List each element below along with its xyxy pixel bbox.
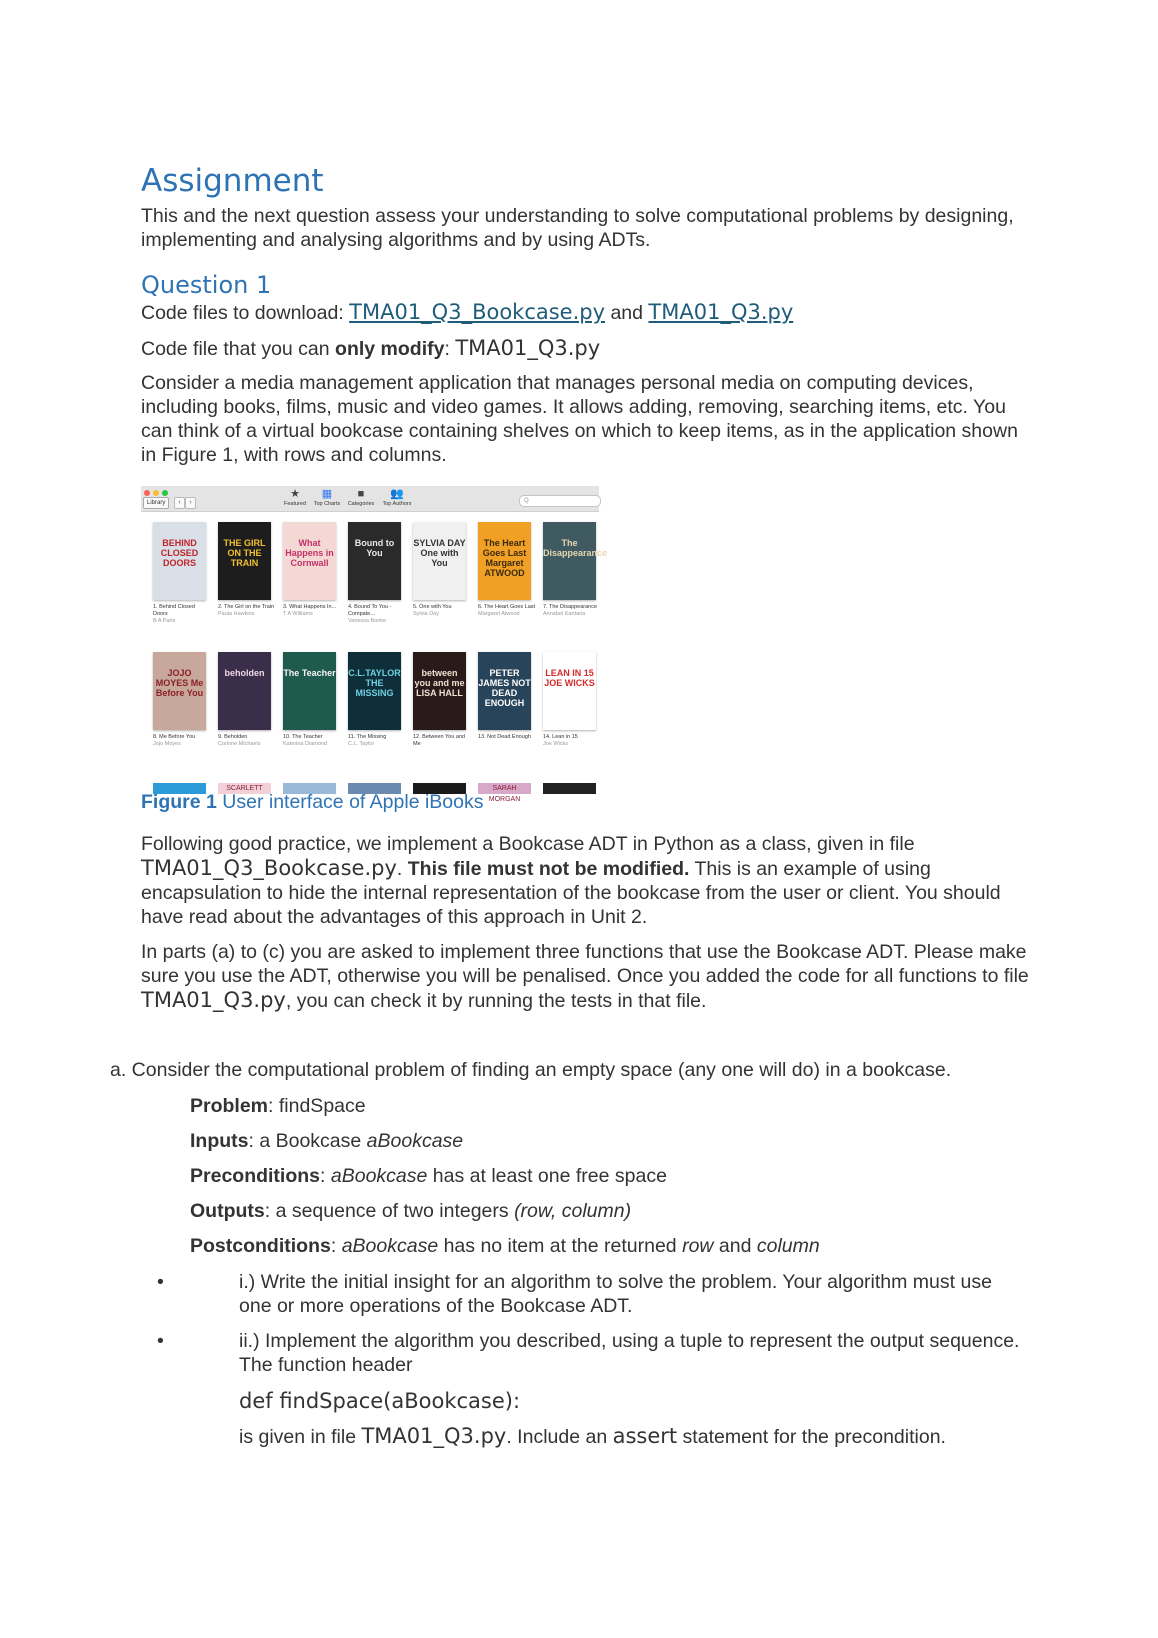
book-caption xyxy=(218,734,276,748)
given-c: statement for the precondition. xyxy=(677,1426,946,1448)
bullet-icon: • xyxy=(157,1330,164,1352)
star-icon: ★ xyxy=(290,488,300,500)
book-author: Annabel Kantaria xyxy=(543,611,586,617)
book-cover-title: JOJO MOYES Me Before You xyxy=(155,668,204,698)
post-text-a: has no item at the returned xyxy=(438,1235,683,1257)
book-cover xyxy=(478,652,531,730)
book-caption xyxy=(153,734,211,748)
post-var3: column xyxy=(756,1235,820,1257)
post-label: Postconditions xyxy=(190,1235,331,1257)
library-button: Library xyxy=(143,497,169,509)
book-author: B A Paris xyxy=(153,618,176,624)
book-title: 10. The Teacher xyxy=(283,734,323,740)
book-caption xyxy=(218,604,276,618)
bookcase-adt-paragraph xyxy=(141,832,1031,929)
book-cover-title: BEHIND CLOSED DOORS xyxy=(160,538,199,568)
book-cover-title: THE GIRL ON THE TRAIN xyxy=(223,538,266,568)
book-title: 2. The Girl on the Train xyxy=(218,604,275,610)
book-title: 11. The Missing xyxy=(348,734,387,740)
para2-a: Following good practice, we implement a Bookcase ADT in Python as a class, given in file xyxy=(141,833,915,855)
book-cover xyxy=(348,522,401,600)
page-title: Assignment xyxy=(141,163,324,199)
book-title: 13. Not Dead Enough xyxy=(478,734,531,740)
book-cover xyxy=(218,652,271,730)
out-text: : a sequence of two integers xyxy=(264,1200,515,1222)
back-arrow-icon: ‹ xyxy=(174,497,185,509)
book-cover xyxy=(218,522,271,600)
para2-c: This is an example of using encapsulation to hide the internal representation of the bookcase from the user or client. You should have read about the advantages of this approach in Unit 2. xyxy=(141,858,1001,928)
book-cover-title: The Heart Goes Last Margaret ATWOOD xyxy=(482,538,527,578)
book-author: Margaret Atwood xyxy=(478,611,520,617)
para3-a: In parts (a) to (c) you are asked to implement three functions that use the Bookcase ADT. Please make sure you use the ADT, otherwise you will be penalised. Once you added the code for all functions to file xyxy=(141,941,1029,987)
top-authors-tab xyxy=(377,488,417,508)
modify-bold: only modify xyxy=(335,338,445,360)
question-heading: Question 1 xyxy=(141,271,272,299)
book-cover-title: SYLVIA DAY One with You xyxy=(413,538,466,568)
book-caption xyxy=(543,604,601,618)
spec-outputs xyxy=(190,1199,631,1223)
problem-label: Problem xyxy=(190,1095,269,1117)
downloads-middle: and xyxy=(605,302,649,324)
part-a-statement: a. Consider the computational problem of finding an empty space (any one will do) in a bookcase. xyxy=(110,1059,952,1081)
figure-caption xyxy=(141,790,484,814)
book-cover xyxy=(153,652,206,730)
list-icon: ▦ xyxy=(321,488,333,500)
given-a: is given in file xyxy=(239,1426,362,1448)
function-header-code: def findSpace(aBookcase): xyxy=(239,1389,521,1413)
book-title: 4. Bound To You - Compate... xyxy=(348,604,392,617)
book-cover-title: PETER JAMES NOT DEAD ENOUGH xyxy=(478,668,531,708)
out-label: Outputs xyxy=(190,1200,265,1222)
problem-value: : findSpace xyxy=(268,1095,366,1117)
forward-arrow-icon: › xyxy=(185,497,196,509)
inputs-text: : a Bookcase xyxy=(248,1130,367,1152)
modify-prefix: Code file that you can xyxy=(141,338,336,360)
post-text-b: and xyxy=(713,1235,757,1257)
inputs-var: aBookcase xyxy=(366,1130,464,1152)
para3-b: , you can check it by running the tests in that file. xyxy=(285,990,707,1012)
para2-b: . xyxy=(396,858,408,880)
top-charts-label: Top Charts xyxy=(313,501,341,507)
pre-text: has at least one free space xyxy=(427,1165,667,1187)
sub-question-ii: ii.) Implement the algorithm you described, using a tuple to represent the output sequence. The function header xyxy=(239,1330,1020,1376)
book-caption xyxy=(348,734,406,748)
book-cover xyxy=(348,652,401,730)
book-author: Corinne Michaels xyxy=(218,741,261,747)
book-caption xyxy=(153,604,211,625)
book-cover-title: beholden xyxy=(224,668,265,678)
post-sep: : xyxy=(330,1235,342,1257)
categories-icon: ■ xyxy=(357,488,365,500)
inputs-label: Inputs xyxy=(190,1130,249,1152)
book-caption xyxy=(478,734,536,741)
book-title: 5. One with You xyxy=(413,604,452,610)
spec-inputs xyxy=(190,1129,463,1153)
book-caption xyxy=(283,734,341,748)
book-title: 1. Behind Closed Doors xyxy=(153,604,195,617)
book-caption xyxy=(478,604,536,618)
para2-bold: This file must not be modified. xyxy=(407,858,690,880)
book-title: 6. The Heart Goes Last xyxy=(478,604,536,610)
close-dot-icon xyxy=(144,490,150,496)
parts-paragraph xyxy=(141,940,1031,1013)
para3-file: TMA01_Q3.py xyxy=(141,988,286,1012)
modify-line xyxy=(141,336,1031,361)
book-cover-title: Bound to You xyxy=(354,538,395,558)
categories-tab xyxy=(341,488,381,508)
book-author: C.L. Taylor xyxy=(348,741,375,747)
book-author: Katerina Diamond xyxy=(283,741,328,747)
book-author: Sylvia Day xyxy=(413,611,439,617)
book-cover xyxy=(543,652,596,730)
book-cover-partial-title: SARAH MORGAN xyxy=(488,785,521,803)
book-author: Jojo Moyes xyxy=(153,741,181,747)
bookcase-file-link[interactable]: TMA01_Q3_Bookcase.py xyxy=(349,300,606,324)
downloads-prefix: Code files to download: xyxy=(141,302,350,324)
book-author: Joe Wicks xyxy=(543,741,569,747)
given-file: TMA01_Q3.py xyxy=(361,1424,507,1448)
book-cover-title: The Disappearance xyxy=(543,538,608,558)
modify-sep: : xyxy=(444,338,456,360)
pre-var: aBookcase xyxy=(330,1165,428,1187)
spec-postconditions xyxy=(190,1234,820,1258)
media-paragraph: Consider a media management application that manages personal media on computing devices, including books, films, music and video games. It allows adding, removing, searching items, etc. You can think of a virtual bookcase containing shelves on which to keep items, as in the application shown in Figure 1, with rows and columns. xyxy=(141,372,1018,466)
book-author: T A Williams xyxy=(283,611,313,617)
book-caption xyxy=(413,734,471,748)
assert-keyword: assert xyxy=(612,1424,678,1448)
given-line xyxy=(239,1424,1029,1449)
book-cover xyxy=(478,522,531,600)
post-var1: aBookcase xyxy=(341,1235,439,1257)
modify-file: TMA01_Q3.py xyxy=(455,336,601,360)
figure-label: Figure 1 xyxy=(141,791,217,813)
book-author: Paula Hawkins xyxy=(218,611,255,617)
book-title: 9. Beholden xyxy=(218,734,248,740)
zoom-dot-icon xyxy=(162,490,168,496)
given-b: . Include an xyxy=(506,1426,613,1448)
spec-preconditions xyxy=(190,1164,667,1188)
top-authors-label: Top Authors xyxy=(382,501,412,507)
featured-label: Featured xyxy=(283,501,306,507)
categories-label: Categories xyxy=(347,501,375,507)
book-cover-title: The Teacher xyxy=(283,668,336,678)
people-icon: 👥 xyxy=(390,488,404,500)
book-caption xyxy=(413,604,471,618)
book-cover-partial xyxy=(478,783,531,803)
book-cover xyxy=(413,522,466,600)
downloads-line xyxy=(141,300,1031,325)
book-cover-title: C.L.TAYLOR THE MISSING xyxy=(348,668,401,698)
book-cover xyxy=(413,652,466,730)
book-title: 8. Me Before You xyxy=(153,734,196,740)
book-cover-title: What Happens in Cornwall xyxy=(285,538,334,568)
q3-file-link[interactable]: TMA01_Q3.py xyxy=(648,300,794,324)
spec-problem xyxy=(190,1094,366,1118)
book-caption xyxy=(348,604,406,625)
book-cover xyxy=(543,522,608,600)
pre-sep: : xyxy=(320,1165,331,1187)
book-cover-partial-title: SCARLETT xyxy=(226,785,263,792)
book-title: 14. Lean in 15 xyxy=(543,734,578,740)
intro-paragraph: This and the next question assess your understanding to solve computational problems by designing, implementing and analysing algorithms and by using ADTs. xyxy=(141,205,1014,251)
book-title: 3. What Happens In... xyxy=(283,604,337,610)
book-author: Vanessa Bonke xyxy=(348,618,387,624)
bullet-icon: • xyxy=(157,1271,164,1293)
search-field: Q xyxy=(519,495,601,507)
pre-label: Preconditions xyxy=(190,1165,321,1187)
book-caption xyxy=(543,734,601,748)
book-title: 7. The Disappearance xyxy=(543,604,598,610)
minimize-dot-icon xyxy=(153,490,159,496)
book-cover-partial xyxy=(543,783,596,794)
post-var2: row xyxy=(682,1235,714,1257)
para2-file: TMA01_Q3_Bookcase.py xyxy=(141,856,397,880)
book-cover-title: LEAN IN 15 JOE WICKS xyxy=(544,668,595,688)
book-caption xyxy=(283,604,341,618)
book-cover-title: between you and me LISA HALL xyxy=(414,668,465,698)
ibooks-titlebar xyxy=(141,486,599,512)
figure-caption-text: User interface of Apple iBooks xyxy=(216,791,484,813)
book-title: 12. Between You and Me xyxy=(413,734,465,747)
book-cover xyxy=(153,522,206,600)
sub-question-i: i.) Write the initial insight for an algorithm to solve the problem. Your algorithm must use one or more operations of the Bookcase ADT. xyxy=(239,1271,992,1317)
book-cover xyxy=(283,652,336,730)
out-var: (row, column) xyxy=(514,1200,632,1222)
book-cover xyxy=(283,522,336,600)
